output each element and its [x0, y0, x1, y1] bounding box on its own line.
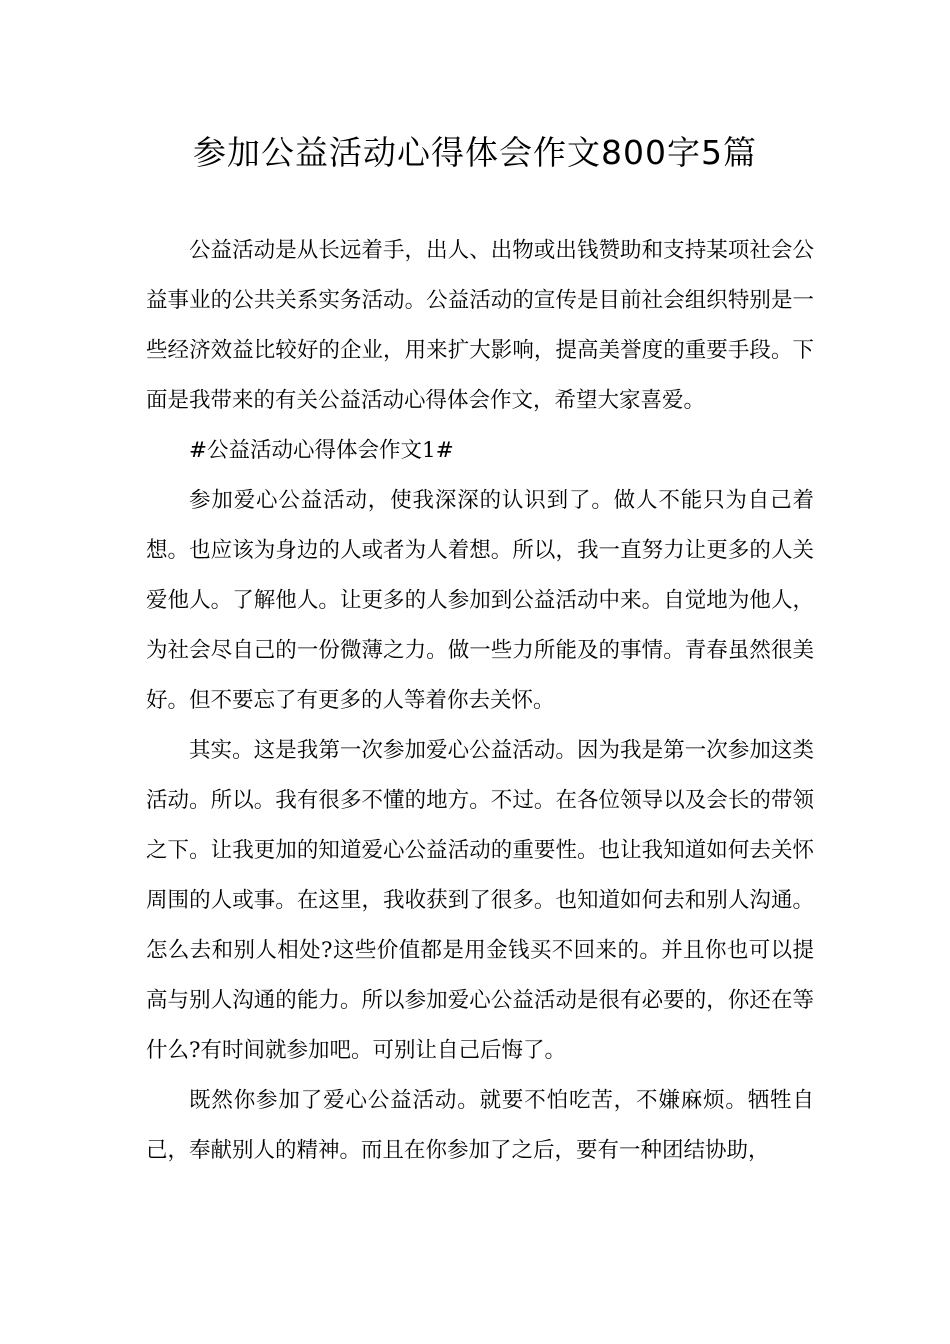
document-title: 参加公益活动心得体会作文800字5篇 — [193, 133, 757, 172]
paragraph-intro: 公益活动是从长远着手，出人、出物或出钱赞助和支持某项社会公益事业的公共关系实务活动。公益活动的宣传是目前社会组织特别是一些经济效益比较好的企业，用来扩大影响，提高美誉度的重要手段。下面是我带来的有关公益活动心得体会作文，希望大家喜爱。 — [146, 238, 814, 413]
paragraph: 参加爱心公益活动，使我深深的认识到了。做人不能只为自己着想。也应该为身边的人或者为人着想。所以，我一直努力让更多的人关爱他人。了解他人。让更多的人参加到公益活动中来。自觉地为他人，为社会尽自己的一份微薄之力。做一些力所能及的事情。青春虽然很美好。但不要忘了有更多的人等着你去关怀。 — [146, 488, 814, 713]
document-body — [146, 226, 814, 1176]
section-heading: #公益活动心得体会作文1# — [189, 438, 454, 463]
paragraph: 既然你参加了爱心公益活动。就要不怕吃苦，不嫌麻烦。牺牲自己，奉献别人的精神。而且在你参加了之后，要有一种团结协助， — [146, 1088, 814, 1163]
paragraph: 其实。这是我第一次参加爱心公益活动。因为我是第一次参加这类活动。所以。我有很多不懂的地方。不过。在各位领导以及会长的带领之下。让我更加的知道爱心公益活动的重要性。也让我知道如何去关怀周围的人或事。在这里，我收获到了很多。也知道如何去和别人沟通。怎么去和别人相处?这些价值都是用金钱买不回来的。并且你也可以提高与别人沟通的能力。所以参加爱心公益活动是很有必要的，你还在等什么?有时间就参加吧。可别让自己后悔了。 — [146, 738, 814, 1063]
